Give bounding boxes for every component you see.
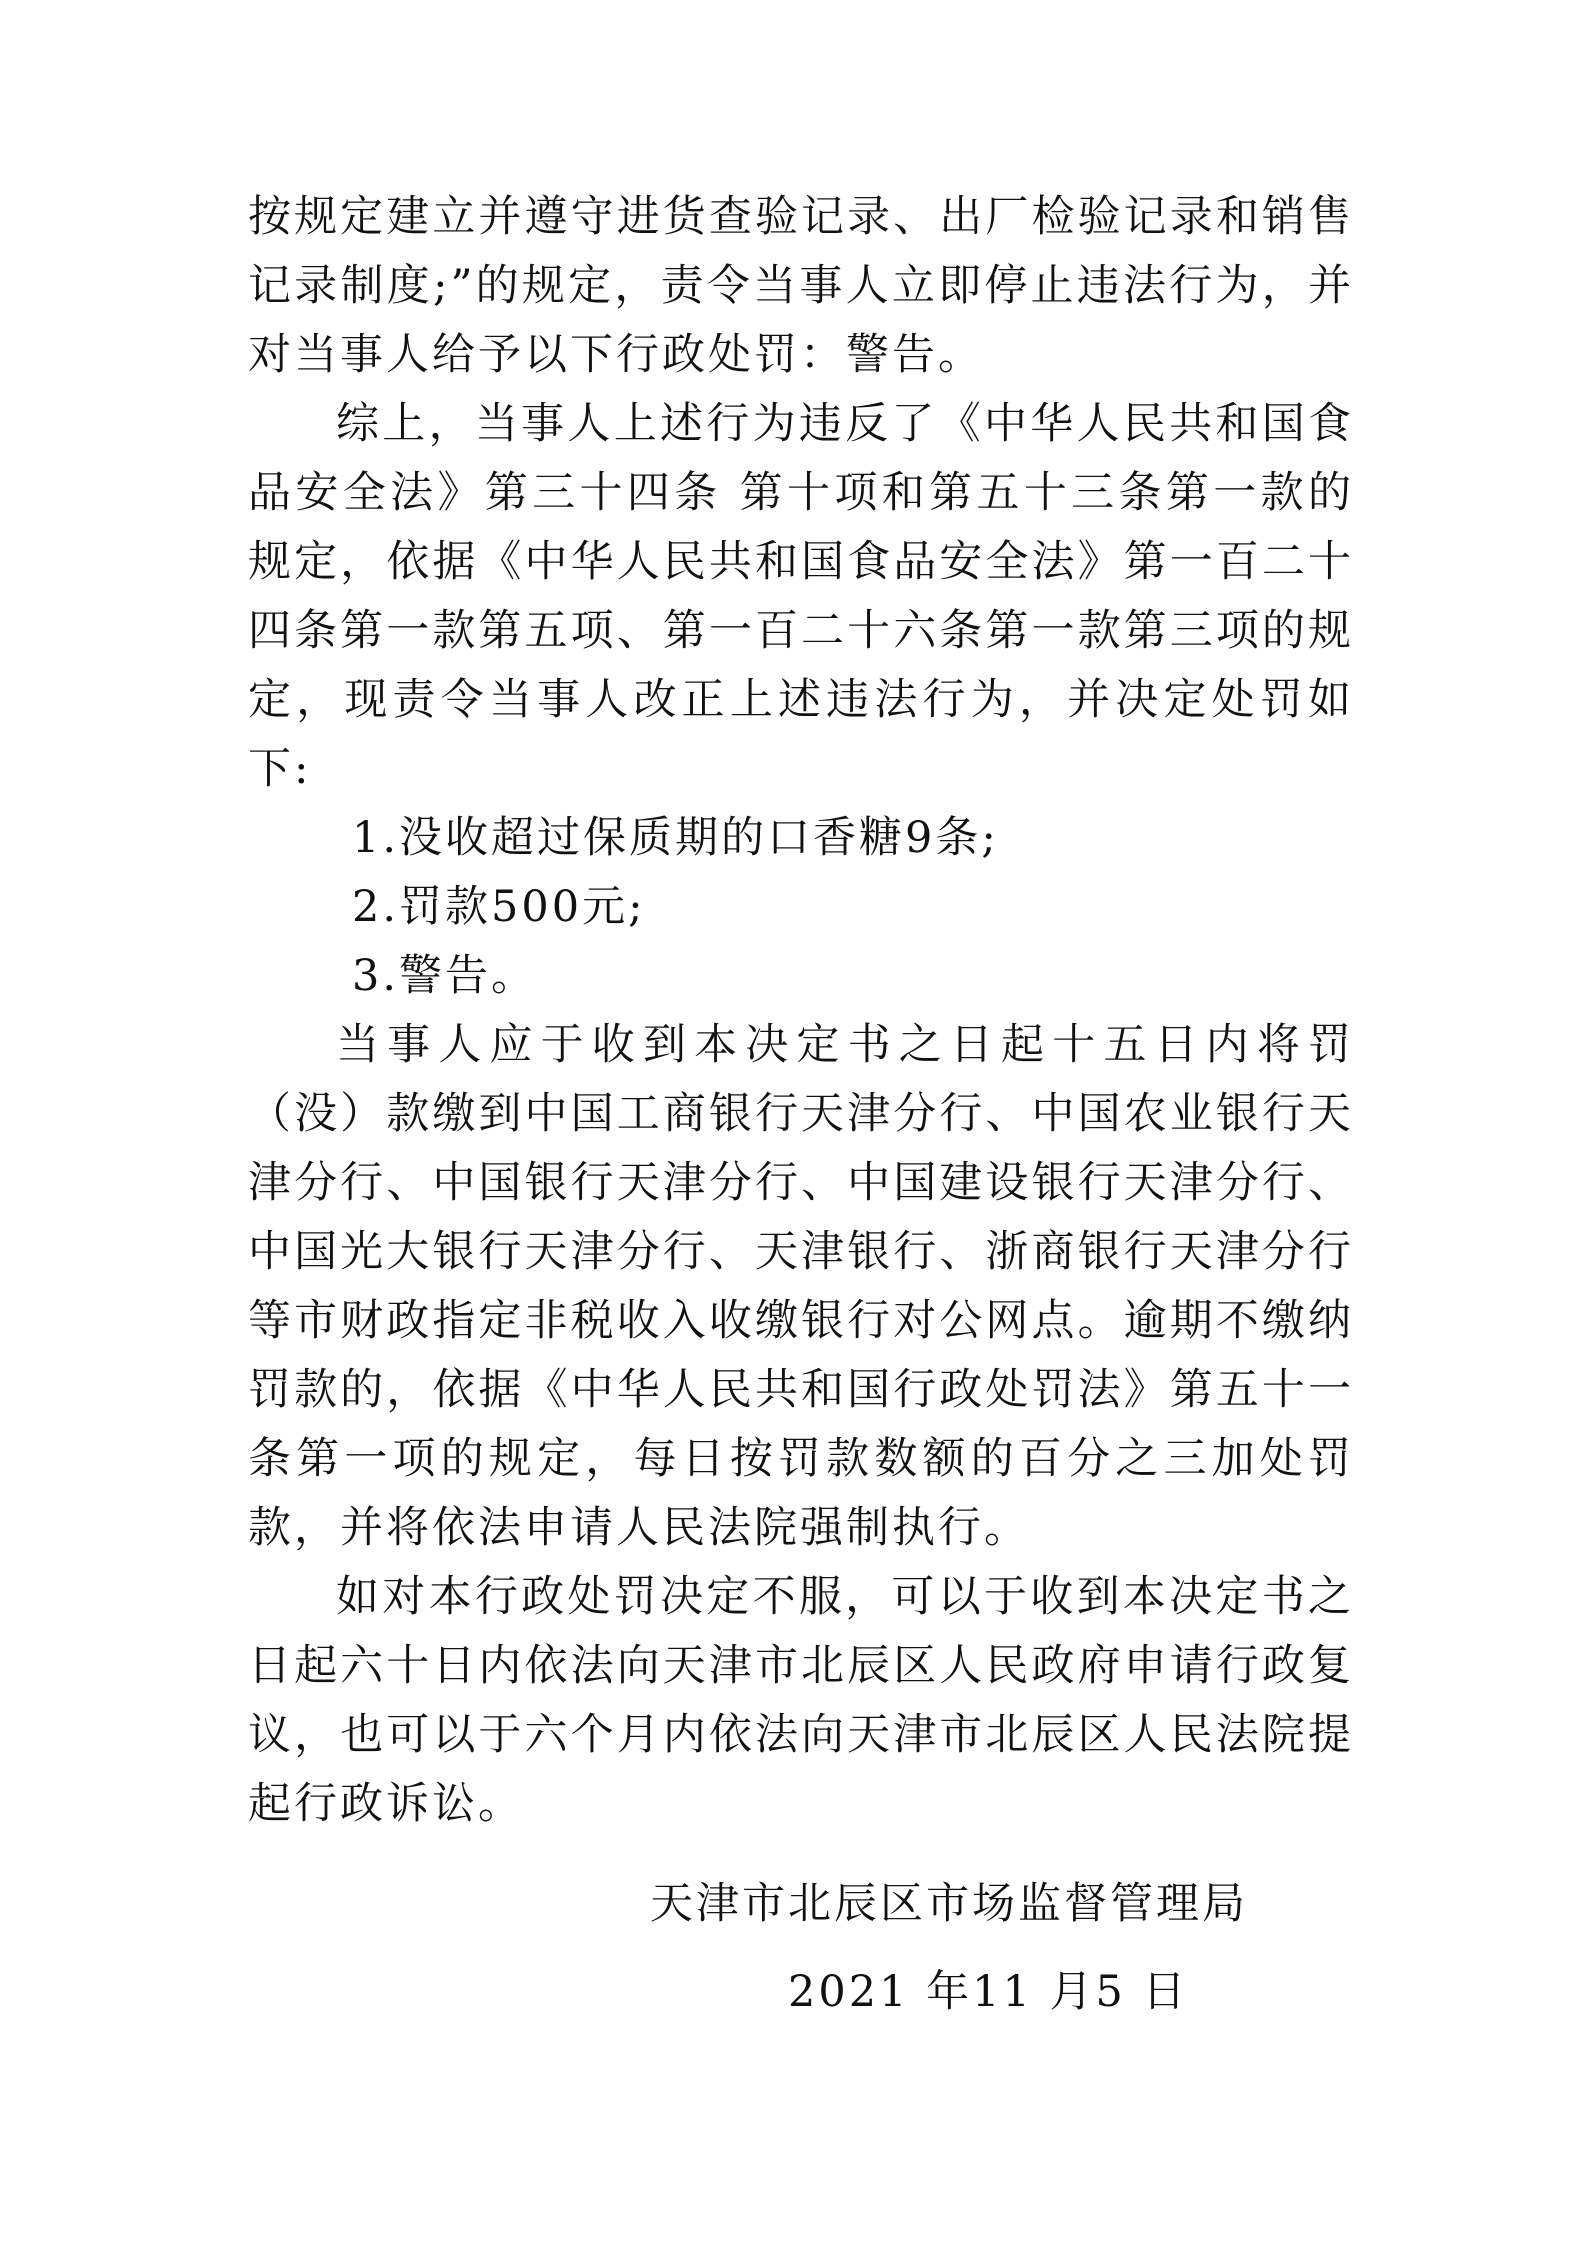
document-body [248,183,1354,1839]
issuing-authority: 天津市北辰区市场监督管理局 [650,1879,1248,1929]
paragraph-conclusion: 综上，当事人上述行为违反了《中华人民共和国食品安全法》第三十四条 第十项和第五十三条第一款的规定，依据《中华人民共和国食品安全法》第一百二十四条第一款第五项、第一百二十六条第一款第三项的规定，现责令当事人改正上述违法行为，并决定处罚如下: [248,399,1354,794]
paragraph-continuation: 按规定建立并遵守进货查验记录、出厂检验记录和销售记录制度;”的规定，责令当事人立即停止违法行为，并对当事人给予以下行政处罚：警告。 [248,192,1354,380]
paragraph-appeal-notice: 如对本行政处罚决定不服，可以于收到本决定书之日起六十日内依法向天津市北辰区人民政府申请行政复议，也可以于六个月内依法向天津市北辰区人民法院提起行政诉讼。 [248,1572,1354,1829]
issue-date: 2021 年11 月5 日 [788,1967,1189,2017]
penalty-item-3: 3.警告。 [352,951,538,1001]
penalty-item-1: 1.没收超过保质期的口香糖9条; [352,813,999,863]
penalty-item-2: 2.罚款500元; [352,882,646,932]
paragraph-payment-notice: 当事人应于收到本决定书之日起十五日内将罚（没）款缴到中国工商银行天津分行、中国农业银行天津分行、中国银行天津分行、中国建设银行天津分行、中国光大银行天津分行、天津银行、浙商银行天津分行等市财政指定非税收入收缴银行对公网点。逾期不缴纳罚款的，依据《中华人民共和国行政处罚法》第五十一条第一项的规定，每日按罚款数额的百分之三加处罚款，并将依法申请人民法院强制执行。 [248,1020,1354,1553]
